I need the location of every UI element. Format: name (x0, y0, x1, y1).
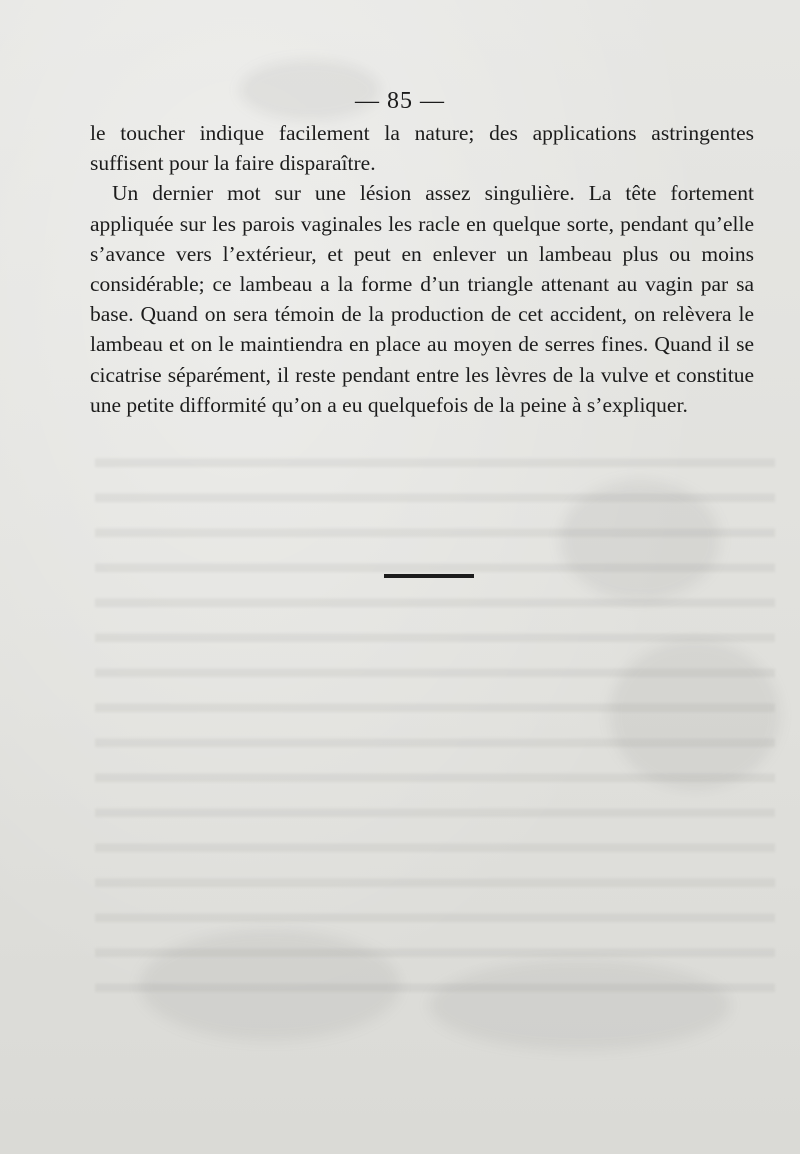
page-number: — 85 — (355, 88, 445, 114)
section-end-rule (384, 574, 474, 578)
paragraph: le toucher indique facilement la nature; des applications astringentes suffisent pour la faire disparaître. (90, 121, 754, 176)
body-text (90, 118, 754, 420)
foxing-stain (430, 960, 730, 1050)
foxing-stain (610, 640, 780, 790)
paragraph: Un dernier mot sur une lésion assez singulière. La tête fortement appliquée sur les parois vaginales les racle en quelque sorte, pendant qu’elle s’avance vers l’extérieur, et peut en enlever un lambeau plus ou moins considérable; ce lambeau a la forme d’un triangle attenant au vagin par sa base. Quand on sera témoin de la production de cet accident, on relèvera le lambeau et on le maintiendra en place au moyen de serres fines. Quand il se cicatrise séparément, il reste pendant entre les lèvres de la vulve et constitue une petite difformité qu’on a eu quelquefois de la peine à s’expliquer. (90, 181, 754, 417)
foxing-stain (140, 930, 400, 1040)
foxing-stain (560, 480, 720, 600)
